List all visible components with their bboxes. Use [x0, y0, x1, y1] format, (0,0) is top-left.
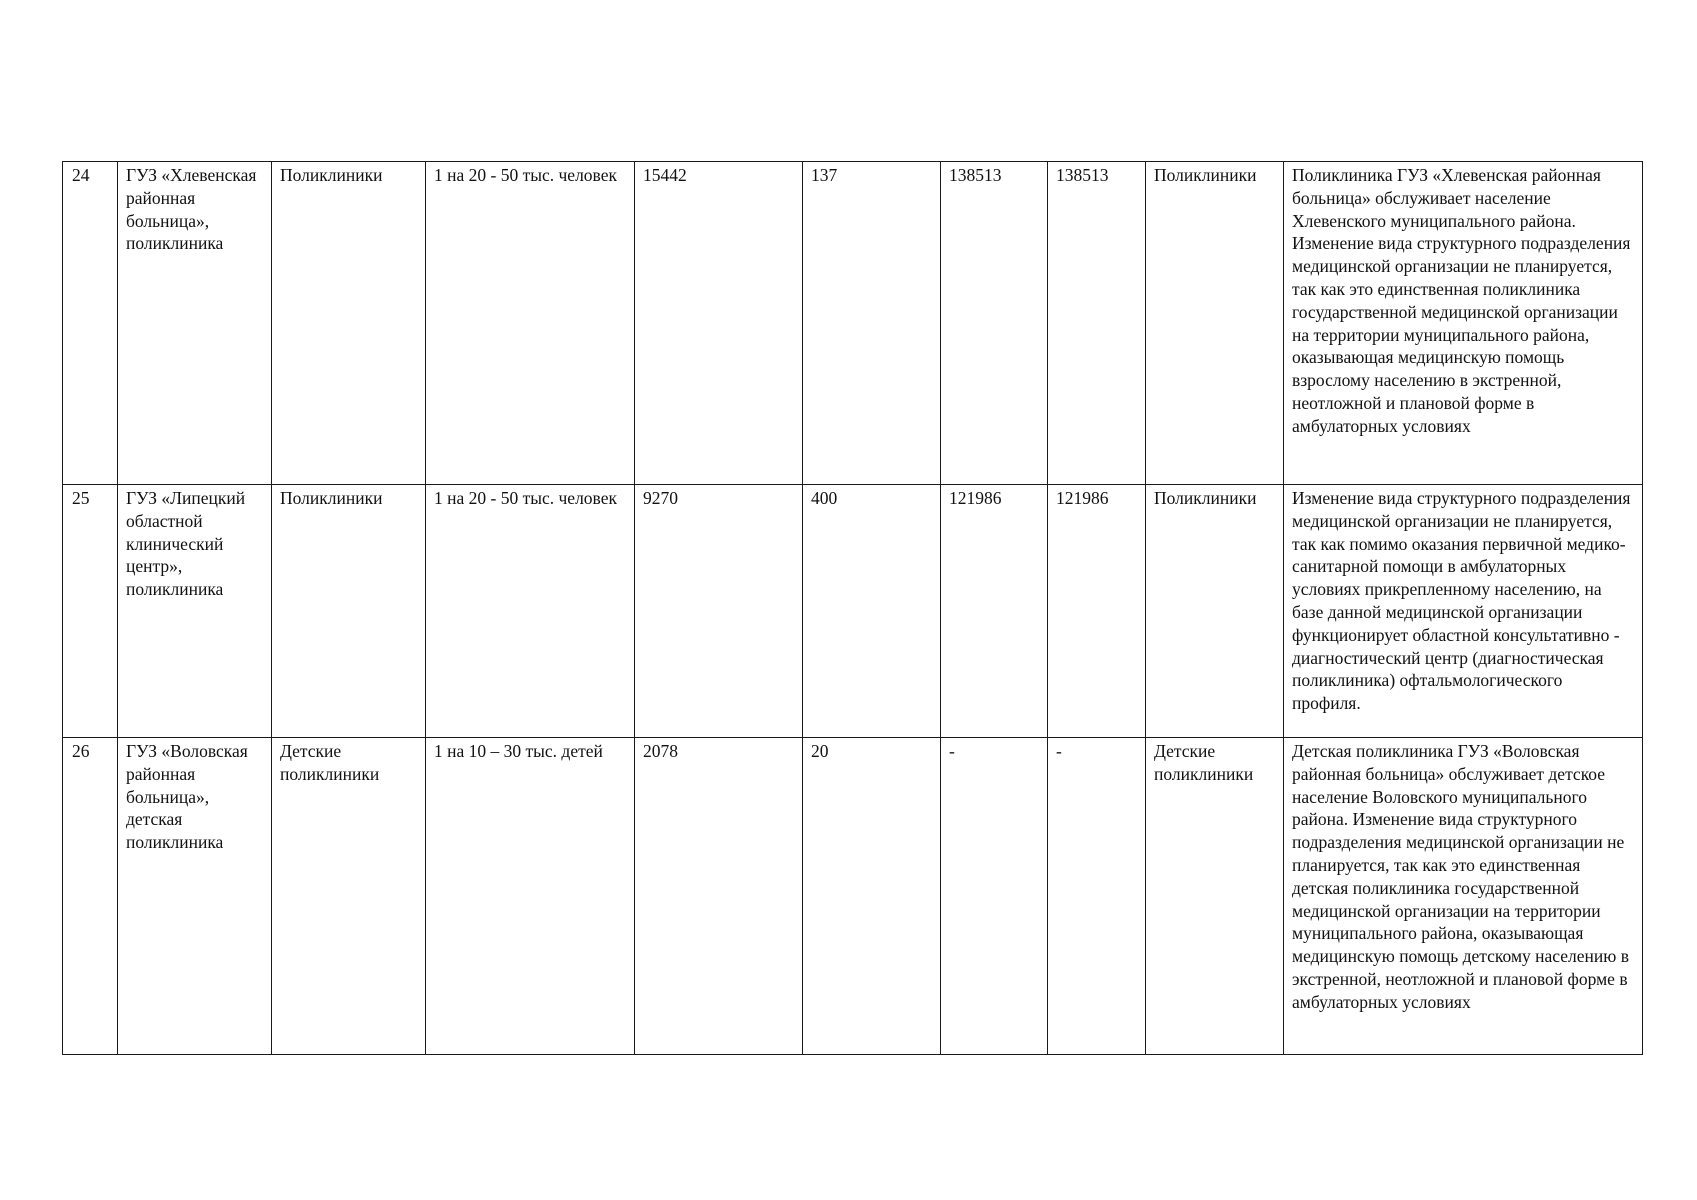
organization-name: ГУЗ «Воловская районная больница», детская поликлиника: [118, 738, 272, 1055]
note-cell: Детская поликлиника ГУЗ «Воловская районная больница» обслуживает детское население Воловского муниципального района. Изменение вида структурного подразделения медицинской организации не планируется, так как это единственная детская поликлиника государственной медицинской организации на территории муниципального района, оказывающая медицинскую помощь детскому населению в экстренной, неотложной и плановой форме в амбулаторных условиях: [1284, 738, 1643, 1055]
value-cell-1: 9270: [635, 485, 803, 738]
value-cell-4: -: [1048, 738, 1146, 1055]
value-cell-3: 138513: [941, 162, 1048, 485]
planned-unit-type: Детские поликлиники: [1146, 738, 1284, 1055]
organization-name: ГУЗ «Липецкий областной клинический центр», поликлиника: [118, 485, 272, 738]
unit-type: Поликлиники: [272, 485, 426, 738]
value-cell-4: 121986: [1048, 485, 1146, 738]
row-number: 24: [63, 162, 118, 485]
value-cell-3: 121986: [941, 485, 1048, 738]
norm-cell: 1 на 20 - 50 тыс. человек: [426, 485, 635, 738]
table-row: [63, 738, 1643, 1055]
table-row: [63, 485, 1643, 738]
value-cell-4: 138513: [1048, 162, 1146, 485]
organization-name: ГУЗ «Хлевенская районная больница», поликлиника: [118, 162, 272, 485]
unit-type: Поликлиники: [272, 162, 426, 485]
row-number: 25: [63, 485, 118, 738]
value-cell-2: 137: [803, 162, 941, 485]
value-cell-1: 15442: [635, 162, 803, 485]
planned-unit-type: Поликлиники: [1146, 485, 1284, 738]
value-cell-3: -: [941, 738, 1048, 1055]
row-number: 26: [63, 738, 118, 1055]
unit-type: Детские поликлиники: [272, 738, 426, 1055]
planned-unit-type: Поликлиники: [1146, 162, 1284, 485]
table-row: [63, 162, 1643, 485]
value-cell-2: 20: [803, 738, 941, 1055]
note-cell: Изменение вида структурного подразделения медицинской организации не планируется, так как помимо оказания первичной медико-санитарной помощи в амбулаторных условиях прикрепленному населению, на базе данной медицинской организации функционирует областной консультативно - диагностический центр (диагностическая поликлиника) офтальмологического профиля.: [1284, 485, 1643, 738]
value-cell-2: 400: [803, 485, 941, 738]
norm-cell: 1 на 20 - 50 тыс. человек: [426, 162, 635, 485]
note-cell: Поликлиника ГУЗ «Хлевенская районная больница» обслуживает население Хлевенского муниципального района. Изменение вида структурного подразделения медицинской организации не планируется, так как это единственная поликлиника государственной медицинской организации на территории муниципального района, оказывающая медицинскую помощь взрослому населению в экстренной, неотложной и плановой форме в амбулаторных условиях: [1284, 162, 1643, 485]
value-cell-1: 2078: [635, 738, 803, 1055]
polyclinic-registry-table: [62, 161, 1643, 1055]
norm-cell: 1 на 10 – 30 тыс. детей: [426, 738, 635, 1055]
